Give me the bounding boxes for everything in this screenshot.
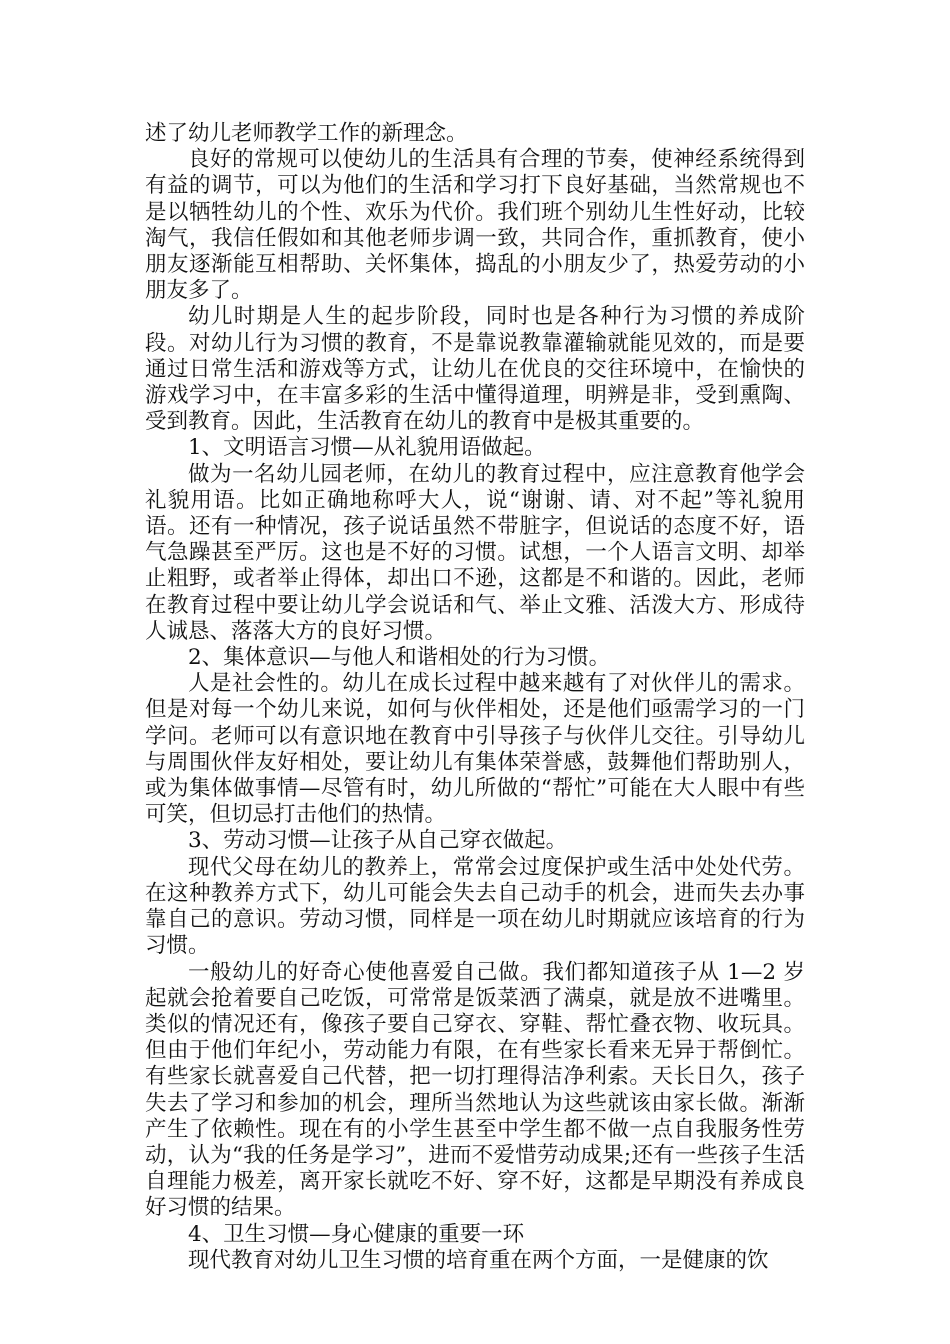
heading-polite-language: 1、文明语言习惯—从礼貌用语做起。 — [188, 435, 546, 461]
paragraph-continuation: 述了幼儿老师教学工作的新理念。 — [145, 121, 468, 146]
paragraph-curiosity: 一般幼儿的好奇心使他喜爱自己做。我们都知道孩子从 1—2 岁起就会抢着要自己吃饭，可常常是饭菜洒了满桌，就是放不进嘴里。类似的情况还有，像孩子要自己穿衣、穿鞋、帮忙叠衣物、收玩具。但由于他们年纪小，劳动能力有限，在有些家长看来无异于帮倒忙。有些家长就喜爱自己代替，把一切打理得洁净利索。天长日久，孩子失去了学习和参加的机会，理所当然地认为这些就该由家长做。渐渐产生了依赖性。现在有的小学生甚至中学生都不做一点自我服务性劳动，认为“我的任务是学习”，进而不爱惜劳动成果;还有一些孩子生活自理能力极差，离开家长就吃不好、穿不好，这都是早期没有养成良好习惯的结果。 — [145, 959, 805, 1221]
paragraph-polite-language: 做为一名幼儿园老师，在幼儿的教育过程中，应注意教育他学会礼貌用语。比如正确地称呼大人，说“谢谢、请、对不起”等礼貌用语。还有一种情况，孩子说话虽然不带脏字，但说话的态度不好，语气急躁甚至严厉。这也是不好的习惯。试想，一个人语言文明、却举止粗野，或者举止得体，却出口不逊，这都是不和谐的。因此，老师在教育过程中要让幼儿学会说话和气、举止文雅、活泼大方、形成待人诚恳、落落大方的良好习惯。 — [145, 461, 805, 644]
paragraph-hygiene-habit: 现代教育对幼儿卫生习惯的培育重在两个方面，一是健康的饮 — [188, 1247, 769, 1273]
document-body — [145, 121, 805, 1274]
paragraph-early-childhood: 幼儿时期是人生的起步阶段，同时也是各种行为习惯的养成阶段。对幼儿行为习惯的教育，不是靠说教靠灌输就能见效的，而是要通过日常生活和游戏等方式，让幼儿在优良的交往环境中，在愉快的游戏学习中，在丰富多彩的生活中懂得道理，明辨是非，受到熏陶、受到教育。因此，生活教育在幼儿的教育中是极其重要的。 — [145, 304, 805, 435]
heading-labor-habit: 3、劳动习惯—让孩子从自己穿衣做起。 — [188, 828, 568, 854]
heading-hygiene-habit: 4、卫生习惯—身心健康的重要一环 — [188, 1221, 525, 1247]
heading-collective-awareness: 2、集体意识—与他人和谐相处的行为习惯。 — [188, 645, 611, 671]
paragraph-routine: 良好的常规可以使幼儿的生活具有合理的节奏，使神经系统得到有益的调节，可以为他们的生活和学习打下良好基础，当然常规也不是以牺牲幼儿的个性、欢乐为代价。我们班个别幼儿生性好动，比较淘气，我信任假如和其他老师步调一致，共同合作，重抓教育，使小朋友逐渐能互相帮助、关怀集体，捣乱的小朋友少了，热爱劳动的小朋友多了。 — [145, 147, 805, 304]
paragraph-collective-awareness: 人是社会性的。幼儿在成长过程中越来越有了对伙伴儿的需求。但是对每一个幼儿来说，如何与伙伴相处，还是他们亟需学习的一门学问。老师可以有意识地在教育中引导孩子与伙伴儿交往。引导幼儿与周围伙伴友好相处，要让幼儿有集体荣誉感，鼓舞他们帮助别人，或为集体做事情—尽管有时，幼儿所做的“帮忙”可能在大人眼中有些可笑，但切忌打击他们的热情。 — [145, 671, 805, 828]
paragraph-labor-habit: 现代父母在幼儿的教养上，常常会过度保护或生活中处处代劳。在这种教养方式下，幼儿可能会失去自己动手的机会，进而失去办事靠自己的意识。劳动习惯，同样是一项在幼儿时期就应该培育的行为习惯。 — [145, 854, 805, 959]
